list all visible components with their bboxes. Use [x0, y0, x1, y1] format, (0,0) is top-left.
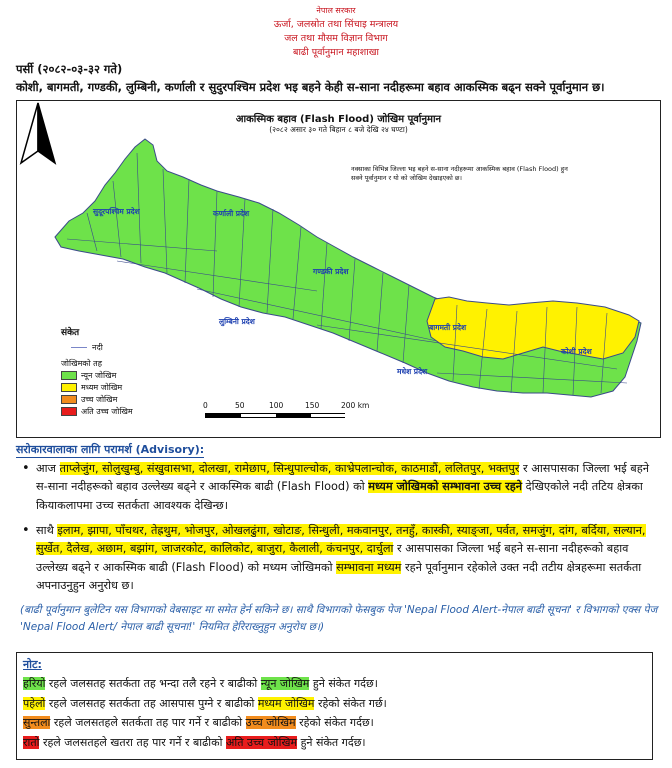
advisory-bullet-1 [36, 460, 662, 515]
department-name: जल तथा मौसम विज्ञान विभाग [284, 33, 388, 44]
note-green-level: न्यून जोखिम [260, 677, 310, 690]
map-subtitle: (२०८२ असार ३० गते बिहान ८ बजे देखि २४ घण्टा) [269, 125, 408, 134]
b1-districts: ताप्लेजुंग, सोलुखुम्बु, संखुवासभा, दोलखा, रामेछाप, सिन्धुपाल्चोक, काभ्रेपलान्चोक, काठमाडौं, ललितपुर, भक्तपुर [59, 462, 520, 475]
scale-tick-200: 200 km [341, 401, 370, 410]
note-row-red [23, 733, 646, 753]
note-orange-word: सुन्तला [23, 716, 51, 729]
b2-districts: इलाम, झापा, पाँचथर, तेह्रथुम, भोजपुर, ओखलढुंगा, खोटाङ, सिन्धुली, मकवानपुर, तनहुँ, कास्की, स्याङ्जा, पर्वत, समजुंग, दांग, बर्दिया, सल्यान, सुर्खेत, दैलेख, अछाम, बझांग, जाजरकोट, कालिकोट, बाजुरा, कैलाली, कंचनपुर, दार्चुला [36, 524, 646, 556]
region-label-madhesh: मधेश प्रदेश [397, 367, 428, 376]
region-label-karnali: कर्णाली प्रदेश [213, 209, 250, 218]
note-yellow-word: पहेलो [23, 696, 46, 710]
division-name: बाढी पूर्वानुमान महाशाखा [293, 47, 379, 58]
legend-risk-title: जोखिमको तह [61, 359, 102, 368]
advisory-title: सरोकारवालाका लागि परामर्श (Advisory): [16, 443, 205, 456]
b2-risk: सम्भावना मध्यम [336, 560, 402, 574]
org-header [0, 4, 672, 60]
note-row-green [23, 674, 646, 694]
legend-swatch-very-high [61, 407, 77, 416]
ministry-name: ऊर्जा, जलस्रोत तथा सिंचाइ मन्त्रालय [273, 19, 399, 30]
legend-item-medium [61, 382, 133, 393]
color-note-box [16, 652, 653, 760]
north-arrow-icon [17, 101, 59, 169]
note-red-level: अति उच्च जोखिम [225, 735, 298, 749]
map-scale-bar [205, 401, 375, 419]
note-red-text: रहले जलसतहले खतरा तह पार गर्ने र बाढीको [39, 735, 226, 749]
note-yellow-text: रहले जलसतह सतर्कता तह आसपास पुग्ने र बाढीको [45, 696, 258, 710]
map-title: आकस्मिक बहाव (Flash Flood) जोखिम पूर्वानुमान [235, 114, 442, 125]
legend-swatch-low [61, 371, 77, 380]
note-yellow-level: मध्यम जोखिम [257, 696, 315, 710]
note-green-tail: हुने संकेत गर्दछ। [309, 677, 378, 690]
note-row-orange [23, 713, 646, 733]
map-legend [61, 328, 133, 417]
b2-intro: साथै [36, 524, 58, 537]
note-green-text: रहले जलसतह सतर्कता तह भन्दा तलै रहने र बाढीको [45, 677, 261, 690]
b2-mid: र आसपासका जिल्ला भई बहने स-साना नदीहरूको बहाव उल्लेख्य बढ्ने र आकस्मिक बाढी (Flash Flood) को मध्यम जोखिमको [36, 542, 629, 574]
region-label-gandaki: गण्डकी प्रदेश [313, 267, 349, 276]
forecast-date: पर्सी (२०८२-०३-३२ गते) [16, 62, 123, 76]
note-orange-text: रहले जलसतहले सतर्कता तह पार गर्ने र बाढीको [50, 716, 246, 729]
region-label-bagmati: बागमती प्रदेश [429, 323, 467, 332]
region-label-sudurpashchim: सुदूरपश्चिम प्रदेश [93, 207, 140, 216]
river-line-icon [71, 347, 87, 348]
note-green-word: हरियो [23, 677, 46, 690]
scale-tick-100: 100 [269, 401, 284, 410]
note-orange-level: उच्च जोखिम [245, 716, 296, 729]
scale-bar-graphic [205, 413, 345, 418]
note-yellow-tail: रहेको संकेत गर्छ। [314, 696, 387, 710]
legend-title: संकेत [61, 328, 80, 338]
bulletin-footer-note: (बाढी पूर्वानुमान बुलेटिन यस विभागको वेबसाइट मा समेत हेर्न सकिने छ। साथै विभागको फेसबुक पेज 'Nepal Flood Alert-नेपाल बाढी सूचना' र विभागको एक्स पेज 'Nepal Flood Alert/ नेपाल बाढी सूचना!' नियमित हेरिराख्नुहुन अनुरोध छ।) [20, 604, 658, 633]
scale-tick-150: 150 [305, 401, 320, 410]
advisory-bullet-2 [36, 522, 662, 596]
legend-label-high: उच्च जोखिम [81, 395, 118, 404]
note-red-tail: हुने संकेत गर्दछ। [297, 735, 366, 749]
b1-intro: आज [36, 462, 60, 475]
note-red-word: रातो [23, 735, 40, 749]
legend-label-very-high: अति उच्च जोखिम [81, 407, 133, 416]
b1-end: देखिएकोले नदी तटिय क्षेत्रका कियाकलापमा उच्च सतर्कता आवश्यक देखिन्छ। [36, 480, 643, 512]
scale-tick-50: 50 [235, 401, 245, 410]
legend-item-high [61, 394, 133, 405]
gov-name: नेपाल सरकार [316, 6, 356, 15]
legend-item-very-high [61, 406, 133, 417]
legend-river [71, 342, 133, 353]
legend-swatch-high [61, 395, 77, 404]
note-title: नोट: [23, 658, 42, 671]
region-label-koshi: कोशी प्रदेश [561, 347, 592, 356]
b1-mid: र आसपासका जिल्ला भई बहने स-साना नदीहरूको बहाव उल्लेख्य बढ्ने र आकस्मिक बाढी (Flash Flood) को [36, 462, 649, 494]
flash-flood-map [16, 100, 661, 438]
b2-end: रहने पूर्वानुमान रहेकोले उक्त नदी तटीय क्षेत्रहरूमा सतर्कता अपनाउनुहुन अनुरोध छ। [36, 560, 642, 593]
legend-label-medium: मध्यम जोखिम [81, 383, 123, 392]
legend-river-label: नदी [92, 343, 103, 352]
legend-item-low [61, 370, 133, 381]
region-label-lumbini: लुम्बिनी प्रदेश [219, 317, 255, 326]
legend-label-low: न्यून जोखिम [81, 371, 117, 380]
forecast-summary: कोशी, बागमती, गण्डकी, लुम्बिनी, कर्णाली र सुदुरपश्चिम प्रदेश भइ बहने केही स-साना नदीहरूमा बहाव आकस्मिक बढ्न सक्ने पूर्वानुमान छ। [16, 80, 605, 94]
map-note: नक्साका विभिन्न जिल्ला भइ बहने स-साना नदीहरूमा आकस्मिक बहाव (Flash Flood) हुन सक्ने पूर्वानुमान र यो को जोखिम देखाइएको छ। [351, 165, 568, 182]
note-orange-tail: रहेको संकेत गर्दछ। [295, 716, 374, 729]
scale-tick-0: 0 [203, 401, 208, 410]
note-row-yellow [23, 694, 646, 714]
b1-risk: मध्यम जोखिमको सम्भावना उच्च रहने [368, 480, 523, 494]
legend-swatch-medium [61, 383, 77, 392]
